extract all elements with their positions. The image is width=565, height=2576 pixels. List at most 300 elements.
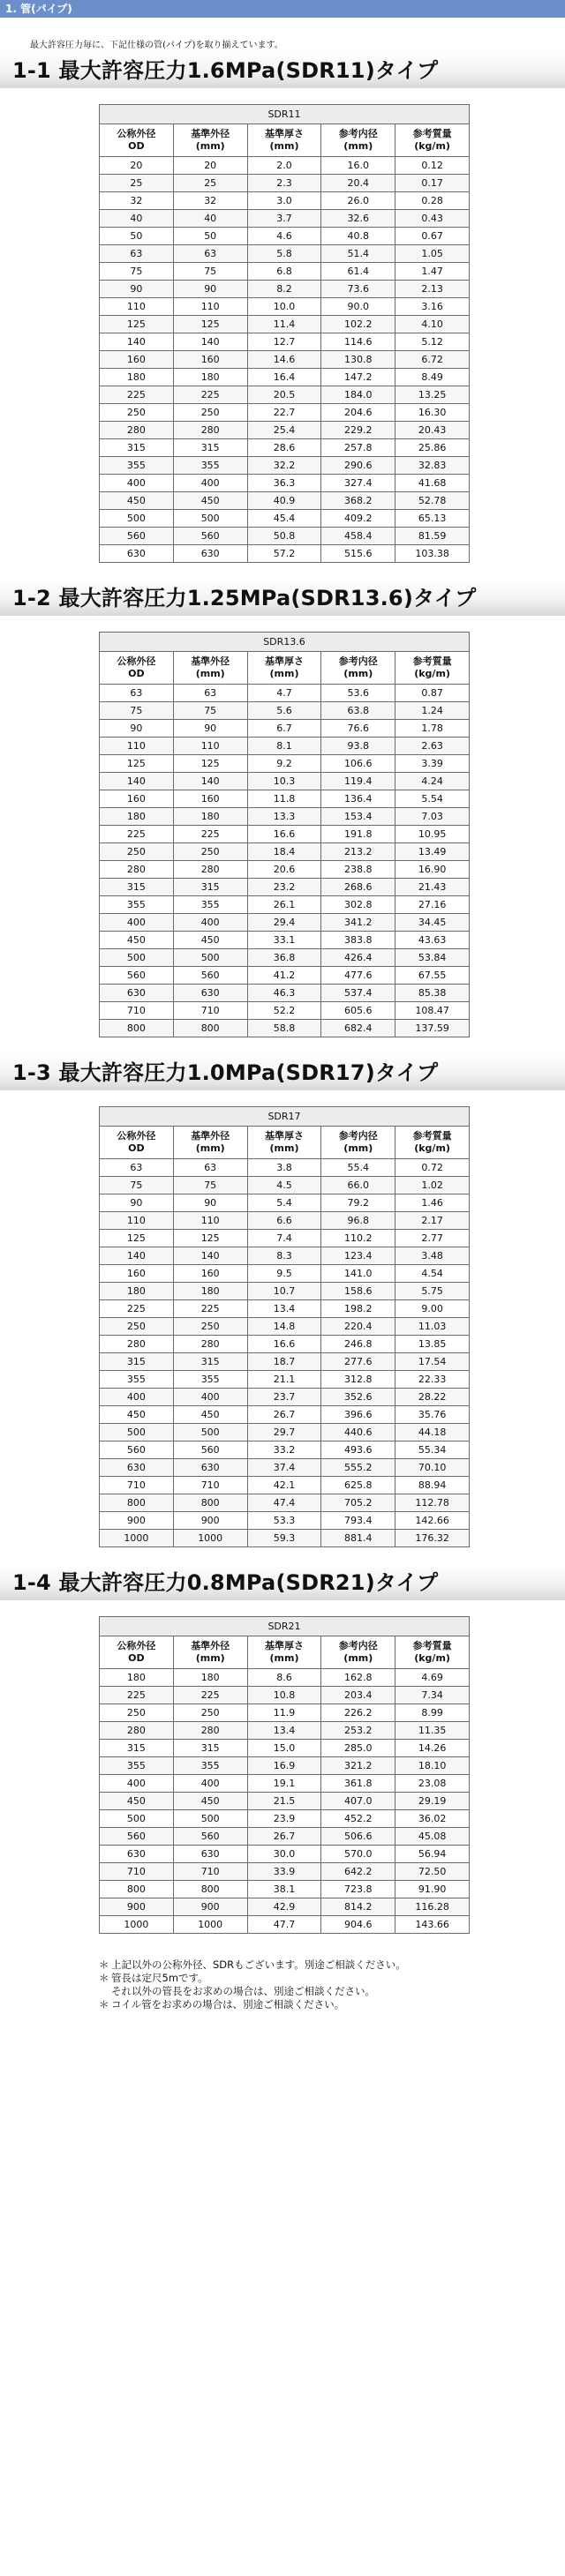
column-header: 参考内径 (mm) — [321, 652, 396, 685]
table-cell: 355 — [100, 1371, 174, 1389]
table-cell: 46.3 — [247, 985, 321, 1002]
table-row — [100, 298, 470, 316]
table-cell: 180 — [100, 1669, 174, 1687]
table-cell: 112.78 — [396, 1494, 470, 1512]
table-cell: 180 — [100, 1283, 174, 1300]
table-cell: 42.1 — [247, 1477, 321, 1494]
table-cell: 225 — [173, 1300, 247, 1318]
table-cell: 56.94 — [396, 1846, 470, 1863]
table-row — [100, 1265, 470, 1283]
table-row — [100, 738, 470, 755]
table-cell: 162.8 — [321, 1669, 396, 1687]
table-row — [100, 1371, 470, 1389]
table-cell: 50 — [173, 228, 247, 245]
table-cell: 20.43 — [396, 422, 470, 439]
table-cell: 500 — [100, 949, 174, 967]
table-cell: 560 — [100, 967, 174, 985]
table-cell: 0.17 — [396, 175, 470, 192]
table-cell: 280 — [173, 1722, 247, 1740]
table-cell: 500 — [173, 949, 247, 967]
table-cell: 1.05 — [396, 245, 470, 263]
table-cell: 250 — [173, 1704, 247, 1722]
table-cell: 66.0 — [321, 1177, 396, 1194]
table-cell: 3.16 — [396, 298, 470, 316]
table-cell: 710 — [173, 1002, 247, 1020]
table-cell: 250 — [173, 404, 247, 422]
table-cell: 280 — [100, 1336, 174, 1353]
section-gap — [0, 1547, 565, 1565]
table-cell: 26.0 — [321, 192, 396, 210]
table-cell: 0.12 — [396, 157, 470, 175]
table-cell: 140 — [173, 773, 247, 790]
table-row — [100, 1424, 470, 1442]
table-cell: 225 — [173, 386, 247, 404]
table-cell: 1.24 — [396, 702, 470, 720]
table-cell: 400 — [100, 1389, 174, 1406]
table-cell: 28.22 — [396, 1389, 470, 1406]
table-cell: 225 — [100, 826, 174, 843]
spec-table — [99, 1106, 470, 1547]
table-row — [100, 192, 470, 210]
table-cell: 277.6 — [321, 1353, 396, 1371]
table-cell: 13.3 — [247, 808, 321, 826]
note-1-mark: ＊ — [99, 1958, 109, 1971]
table-row — [100, 1916, 470, 1934]
table-cell: 25 — [100, 175, 174, 192]
table-cell: 1000 — [173, 1530, 247, 1547]
table-cell: 22.33 — [396, 1371, 470, 1389]
table-cell: 630 — [100, 985, 174, 1002]
table-cell: 7.34 — [396, 1687, 470, 1704]
table-cell: 176.32 — [396, 1530, 470, 1547]
table-cell: 400 — [100, 1775, 174, 1793]
table-cell: 21.43 — [396, 879, 470, 896]
table-cell: 321.2 — [321, 1757, 396, 1775]
table-cell: 40 — [100, 210, 174, 228]
table-cell: 47.4 — [247, 1494, 321, 1512]
table-cell: 11.4 — [247, 316, 321, 333]
column-header: 参考内径 (mm) — [321, 124, 396, 157]
table-row — [100, 263, 470, 281]
table-row — [100, 685, 470, 702]
table-cell: 493.6 — [321, 1442, 396, 1459]
table-cell: 11.9 — [247, 1704, 321, 1722]
table-cell: 440.6 — [321, 1424, 396, 1442]
table-cell: 110 — [100, 738, 174, 755]
table-cell: 16.6 — [247, 1336, 321, 1353]
table-cell: 110 — [173, 738, 247, 755]
table-cell: 5.12 — [396, 333, 470, 351]
table-cell: 20 — [100, 157, 174, 175]
table-cell: 315 — [173, 439, 247, 457]
table-cell: 158.6 — [321, 1283, 396, 1300]
table-cell: 229.2 — [321, 422, 396, 439]
table-cell: 25.86 — [396, 439, 470, 457]
table-cell: 800 — [173, 1881, 247, 1898]
table-cell: 123.4 — [321, 1247, 396, 1265]
table-row — [100, 932, 470, 949]
table-cell: 8.3 — [247, 1247, 321, 1265]
table-cell: 153.4 — [321, 808, 396, 826]
table-cell: 180 — [173, 808, 247, 826]
table-row — [100, 1828, 470, 1846]
table-cell: 130.8 — [321, 351, 396, 369]
table-row — [100, 245, 470, 263]
table-cell: 5.6 — [247, 702, 321, 720]
table-cell: 18.4 — [247, 843, 321, 861]
column-header: 参考内径 (mm) — [321, 1127, 396, 1159]
table-cell: 160 — [100, 790, 174, 808]
table-cell: 160 — [173, 1265, 247, 1283]
table-cell: 90 — [173, 1194, 247, 1212]
table-row — [100, 175, 470, 192]
table-cell: 103.38 — [396, 545, 470, 563]
table-cell: 32 — [100, 192, 174, 210]
table-cell: 180 — [100, 369, 174, 386]
note-3-text: コイル管をお求めの場合は、別途ご相談ください。 — [111, 1998, 345, 2011]
table-row — [100, 316, 470, 333]
table-cell: 29.7 — [247, 1424, 321, 1442]
table-cell: 3.7 — [247, 210, 321, 228]
table-cell: 450 — [173, 492, 247, 510]
table-cell: 16.30 — [396, 404, 470, 422]
table-cell: 16.4 — [247, 369, 321, 386]
table-cell: 0.43 — [396, 210, 470, 228]
table-cell: 119.4 — [321, 773, 396, 790]
table-cell: 16.0 — [321, 157, 396, 175]
table-row — [100, 843, 470, 861]
table-cell: 0.28 — [396, 192, 470, 210]
table-cell: 6.72 — [396, 351, 470, 369]
spec-table-wrap — [0, 88, 565, 563]
table-cell: 20 — [173, 157, 247, 175]
table-cell: 63 — [173, 1159, 247, 1177]
table-cell: 355 — [173, 1371, 247, 1389]
table-cell: 1.78 — [396, 720, 470, 738]
note-1 — [99, 1958, 565, 1972]
table-cell: 225 — [173, 826, 247, 843]
table-cell: 450 — [173, 1406, 247, 1424]
table-cell: 47.7 — [247, 1916, 321, 1934]
note-2-text: 管長は定尺5mです。 — [111, 1972, 208, 1984]
table-cell: 225 — [100, 1687, 174, 1704]
table-cell: 900 — [173, 1898, 247, 1916]
table-cell: 12.7 — [247, 333, 321, 351]
table-cell: 2.17 — [396, 1212, 470, 1230]
table-cell: 110 — [100, 298, 174, 316]
pipe-spec-sections — [0, 53, 565, 1951]
table-cell: 25.4 — [247, 422, 321, 439]
table-cell: 315 — [100, 1353, 174, 1371]
table-cell: 315 — [173, 1353, 247, 1371]
column-header: 参考質量 (kg/m) — [396, 1636, 470, 1669]
table-cell: 23.7 — [247, 1389, 321, 1406]
table-cell: 40 — [173, 210, 247, 228]
table-cell: 506.6 — [321, 1828, 396, 1846]
table-row — [100, 826, 470, 843]
table-cell: 409.2 — [321, 510, 396, 528]
table-cell: 90 — [173, 720, 247, 738]
table-row — [100, 369, 470, 386]
table-row — [100, 1212, 470, 1230]
table-cell: 312.8 — [321, 1371, 396, 1389]
table-row — [100, 967, 470, 985]
table-row — [100, 1336, 470, 1353]
table-cell: 85.38 — [396, 985, 470, 1002]
table-cell: 500 — [100, 1810, 174, 1828]
table-cell: 53.84 — [396, 949, 470, 967]
table-cell: 355 — [100, 457, 174, 475]
table-cell: 4.6 — [247, 228, 321, 245]
table-cell: 13.49 — [396, 843, 470, 861]
table-cell: 106.6 — [321, 755, 396, 773]
table-cell: 13.4 — [247, 1722, 321, 1740]
table-cell: 268.6 — [321, 879, 396, 896]
table-cell: 73.6 — [321, 281, 396, 298]
spec-table — [99, 104, 470, 563]
table-cell: 140 — [100, 773, 174, 790]
table-cell: 160 — [173, 351, 247, 369]
table-header-row — [100, 652, 470, 685]
table-cell: 110 — [100, 1212, 174, 1230]
table-cell: 4.69 — [396, 1669, 470, 1687]
table-cell: 140 — [100, 1247, 174, 1265]
table-row — [100, 1159, 470, 1177]
table-cell: 560 — [173, 1828, 247, 1846]
column-header: 公称外径 OD — [100, 1127, 174, 1159]
table-cell: 315 — [173, 879, 247, 896]
table-cell: 280 — [173, 1336, 247, 1353]
table-cell: 560 — [100, 1828, 174, 1846]
table-cell: 110.2 — [321, 1230, 396, 1247]
table-cell: 25 — [173, 175, 247, 192]
spec-table-wrap — [0, 1090, 565, 1547]
table-cell: 40.8 — [321, 228, 396, 245]
table-row — [100, 492, 470, 510]
table-row — [100, 1793, 470, 1810]
table-cell: 225 — [100, 1300, 174, 1318]
column-header: 基準厚さ (mm) — [247, 652, 321, 685]
table-caption-row — [100, 1107, 470, 1127]
table-cell: 17.54 — [396, 1353, 470, 1371]
table-cell: 355 — [100, 896, 174, 914]
table-cell: 560 — [173, 1442, 247, 1459]
sdr-caption: SDR17 — [100, 1107, 470, 1127]
table-cell: 793.4 — [321, 1512, 396, 1530]
table-row — [100, 1020, 470, 1037]
table-cell: 642.2 — [321, 1863, 396, 1881]
table-cell: 96.8 — [321, 1212, 396, 1230]
table-cell: 450 — [100, 1406, 174, 1424]
table-cell: 361.8 — [321, 1775, 396, 1793]
table-row — [100, 808, 470, 826]
table-cell: 27.16 — [396, 896, 470, 914]
table-row — [100, 1194, 470, 1212]
table-cell: 0.67 — [396, 228, 470, 245]
table-cell: 160 — [173, 790, 247, 808]
table-row — [100, 985, 470, 1002]
table-cell: 257.8 — [321, 439, 396, 457]
table-cell: 450 — [173, 932, 247, 949]
table-cell: 315 — [173, 1740, 247, 1757]
table-cell: 7.03 — [396, 808, 470, 826]
table-cell: 11.8 — [247, 790, 321, 808]
table-cell: 33.1 — [247, 932, 321, 949]
table-row — [100, 1530, 470, 1547]
table-cell: 36.02 — [396, 1810, 470, 1828]
table-cell: 198.2 — [321, 1300, 396, 1318]
table-row — [100, 1846, 470, 1863]
table-cell: 44.18 — [396, 1424, 470, 1442]
table-cell: 91.90 — [396, 1881, 470, 1898]
table-caption-row — [100, 1617, 470, 1636]
table-cell: 250 — [100, 1318, 174, 1336]
table-cell: 50.8 — [247, 528, 321, 545]
table-cell: 26.7 — [247, 1828, 321, 1846]
table-row — [100, 1898, 470, 1916]
table-cell: 450 — [100, 1793, 174, 1810]
table-cell: 800 — [100, 1020, 174, 1037]
table-row — [100, 528, 470, 545]
table-cell: 253.2 — [321, 1722, 396, 1740]
table-cell: 280 — [173, 861, 247, 879]
table-row — [100, 386, 470, 404]
table-cell: 8.2 — [247, 281, 321, 298]
table-cell: 55.4 — [321, 1159, 396, 1177]
table-cell: 142.66 — [396, 1512, 470, 1530]
table-cell: 814.2 — [321, 1898, 396, 1916]
table-cell: 800 — [173, 1020, 247, 1037]
table-row — [100, 702, 470, 720]
table-row — [100, 1477, 470, 1494]
table-row — [100, 1687, 470, 1704]
table-cell: 20.5 — [247, 386, 321, 404]
table-cell: 160 — [100, 351, 174, 369]
table-caption-row — [100, 633, 470, 652]
table-cell: 136.4 — [321, 790, 396, 808]
table-caption-row — [100, 105, 470, 124]
table-cell: 3.48 — [396, 1247, 470, 1265]
table-header-row — [100, 1127, 470, 1159]
table-cell: 30.0 — [247, 1846, 321, 1863]
table-cell: 50 — [100, 228, 174, 245]
table-cell: 213.2 — [321, 843, 396, 861]
table-cell: 426.4 — [321, 949, 396, 967]
table-cell: 723.8 — [321, 1881, 396, 1898]
table-cell: 6.6 — [247, 1212, 321, 1230]
table-cell: 280 — [100, 1722, 174, 1740]
table-cell: 400 — [100, 475, 174, 492]
spec-table — [99, 1616, 470, 1934]
table-cell: 515.6 — [321, 545, 396, 563]
table-cell: 75 — [173, 702, 247, 720]
table-cell: 40.9 — [247, 492, 321, 510]
table-cell: 900 — [100, 1512, 174, 1530]
table-cell: 400 — [173, 1775, 247, 1793]
table-row — [100, 1318, 470, 1336]
table-cell: 34.45 — [396, 914, 470, 932]
table-cell: 450 — [173, 1793, 247, 1810]
sdr-caption: SDR11 — [100, 105, 470, 124]
table-cell: 93.8 — [321, 738, 396, 755]
table-cell: 53.6 — [321, 685, 396, 702]
table-cell: 2.77 — [396, 1230, 470, 1247]
table-cell: 125 — [173, 316, 247, 333]
table-row — [100, 1353, 470, 1371]
table-cell: 2.3 — [247, 175, 321, 192]
table-cell: 400 — [173, 1389, 247, 1406]
table-cell: 65.13 — [396, 510, 470, 528]
table-cell: 57.2 — [247, 545, 321, 563]
table-cell: 500 — [173, 510, 247, 528]
table-cell: 368.2 — [321, 492, 396, 510]
table-cell: 90 — [100, 281, 174, 298]
table-cell: 352.6 — [321, 1389, 396, 1406]
table-cell: 14.26 — [396, 1740, 470, 1757]
table-cell: 630 — [100, 545, 174, 563]
table-cell: 143.66 — [396, 1916, 470, 1934]
table-cell: 355 — [173, 896, 247, 914]
table-cell: 75 — [173, 263, 247, 281]
table-cell: 125 — [173, 755, 247, 773]
table-cell: 1.47 — [396, 263, 470, 281]
column-header: 基準外径 (mm) — [173, 652, 247, 685]
table-cell: 280 — [100, 861, 174, 879]
table-cell: 2.13 — [396, 281, 470, 298]
table-cell: 280 — [100, 422, 174, 439]
table-cell: 570.0 — [321, 1846, 396, 1863]
table-cell: 141.0 — [321, 1265, 396, 1283]
table-cell: 450 — [100, 492, 174, 510]
table-cell: 26.7 — [247, 1406, 321, 1424]
table-cell: 400 — [100, 914, 174, 932]
table-row — [100, 1881, 470, 1898]
section-gap — [0, 1934, 565, 1951]
table-cell: 88.94 — [396, 1477, 470, 1494]
table-cell: 23.9 — [247, 1810, 321, 1828]
table-cell: 10.95 — [396, 826, 470, 843]
table-cell: 180 — [173, 369, 247, 386]
table-cell: 5.75 — [396, 1283, 470, 1300]
note-2-mark: ＊ — [99, 1972, 109, 1984]
table-cell: 37.4 — [247, 1459, 321, 1477]
table-row — [100, 1775, 470, 1793]
table-cell: 1000 — [100, 1530, 174, 1547]
table-cell: 32.6 — [321, 210, 396, 228]
table-header-row — [100, 1636, 470, 1669]
table-cell: 36.8 — [247, 949, 321, 967]
table-cell: 355 — [173, 1757, 247, 1775]
table-cell: 246.8 — [321, 1336, 396, 1353]
table-row — [100, 157, 470, 175]
table-cell: 383.8 — [321, 932, 396, 949]
table-cell: 36.3 — [247, 475, 321, 492]
table-row — [100, 1230, 470, 1247]
table-cell: 705.2 — [321, 1494, 396, 1512]
table-cell: 7.4 — [247, 1230, 321, 1247]
table-cell: 63 — [173, 245, 247, 263]
table-cell: 0.87 — [396, 685, 470, 702]
table-row — [100, 1512, 470, 1530]
table-cell: 21.5 — [247, 1793, 321, 1810]
table-cell: 710 — [100, 1477, 174, 1494]
table-cell: 14.8 — [247, 1318, 321, 1336]
table-row — [100, 773, 470, 790]
table-cell: 560 — [173, 528, 247, 545]
table-cell: 32 — [173, 192, 247, 210]
note-3 — [99, 1998, 565, 2011]
table-cell: 400 — [173, 914, 247, 932]
